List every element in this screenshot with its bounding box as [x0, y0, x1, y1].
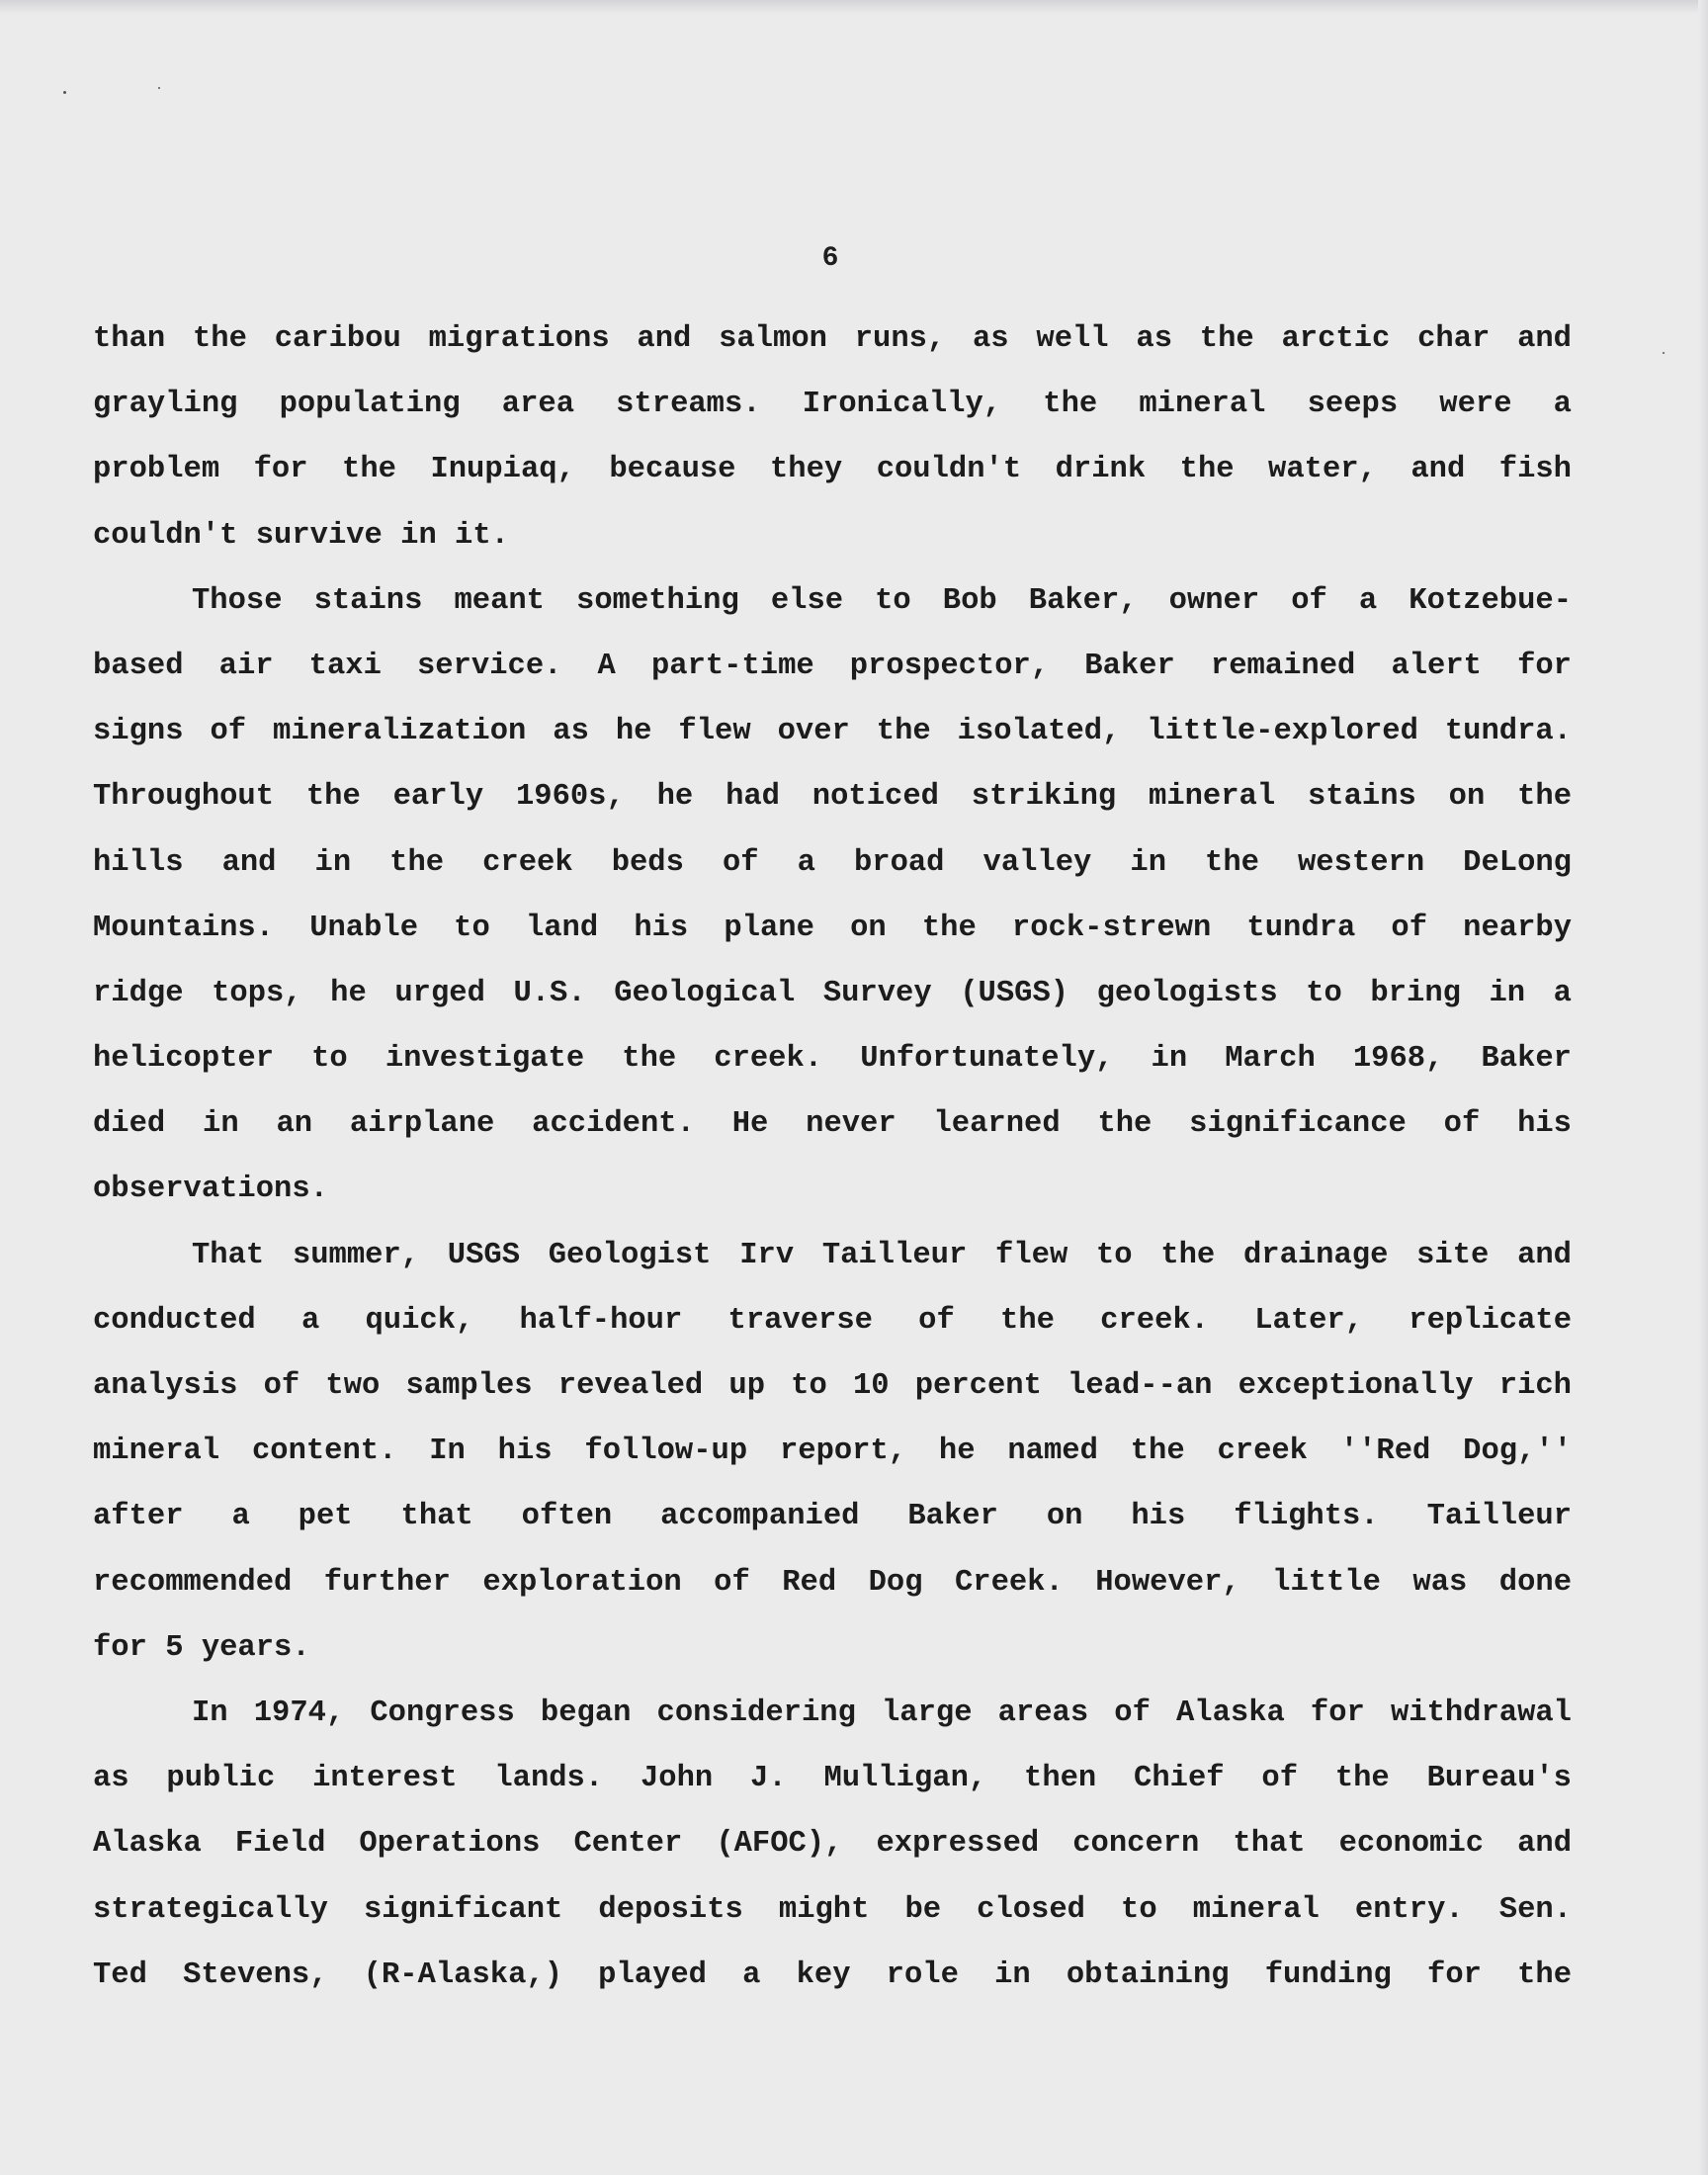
text-line: Throughout the early 1960s, he had noticed striking mineral stains on the [93, 780, 1572, 815]
text-line: than the caribou migrations and salmon runs, as well as the arctic char and [93, 322, 1572, 356]
text-line: grayling populating area streams. Ironically, the mineral seeps were a [93, 388, 1572, 422]
text-line: mineral content. In his follow-up report, he named the creek ''Red Dog,'' [93, 1435, 1572, 1469]
text-line: observations. [93, 1173, 328, 1207]
text-line: based air taxi service. A part-time prospector, Baker remained alert for [93, 649, 1572, 683]
text-line: Those stains meant something else to Bob Baker, owner of a Kotzebue- [192, 583, 1572, 618]
text-line: Alaska Field Operations Center (AFOC), expressed concern that economic and [93, 1827, 1572, 1862]
text-line: strategically significant deposits might be closed to mineral entry. Sen. [93, 1892, 1572, 1927]
text-line: hills and in the creek beds of a broad valley in the western DeLong [93, 845, 1572, 880]
scan-speck [158, 87, 160, 89]
text-line: ridge tops, he urged U.S. Geological Survey (USGS) geologists to bring in a [93, 976, 1572, 1010]
text-line: analysis of two samples revealed up to 10 percent lead--an exceptionally rich [93, 1369, 1572, 1403]
text-line: In 1974, Congress began considering large areas of Alaska for withdrawal [192, 1696, 1572, 1730]
text-line: as public interest lands. John J. Mulligan, then Chief of the Bureau's [93, 1762, 1572, 1796]
text-line: for 5 years. [93, 1630, 310, 1665]
scan-speck [1663, 352, 1665, 354]
body-text [93, 306, 1572, 2008]
text-line: recommended further exploration of Red Dog Creek. However, little was done [93, 1565, 1572, 1600]
text-line: died in an airplane accident. He never learned the significance of his [93, 1107, 1572, 1142]
text-line: couldn't survive in it. [93, 518, 509, 553]
text-line: Mountains. Unable to land his plane on the rock-strewn tundra of nearby [93, 911, 1572, 945]
page-number: 6 [821, 243, 839, 274]
scan-edge-right [1698, 0, 1708, 2175]
scan-speck [63, 91, 66, 94]
text-line: after a pet that often accompanied Baker on his flights. Tailleur [93, 1500, 1572, 1534]
text-line: conducted a quick, half-hour traverse of the creek. Later, replicate [93, 1303, 1572, 1338]
text-line: Ted Stevens, (R-Alaska,) played a key role in obtaining funding for the [93, 1958, 1572, 1992]
text-line: signs of mineralization as he flew over the isolated, little-explored tundra. [93, 715, 1572, 749]
text-line: helicopter to investigate the creek. Unfortunately, in March 1968, Baker [93, 1042, 1572, 1077]
text-line: That summer, USGS Geologist Irv Tailleur flew to the drainage site and [192, 1238, 1572, 1272]
scan-edge-top [0, 0, 1708, 14]
text-line: problem for the Inupiaq, because they couldn't drink the water, and fish [93, 453, 1572, 487]
